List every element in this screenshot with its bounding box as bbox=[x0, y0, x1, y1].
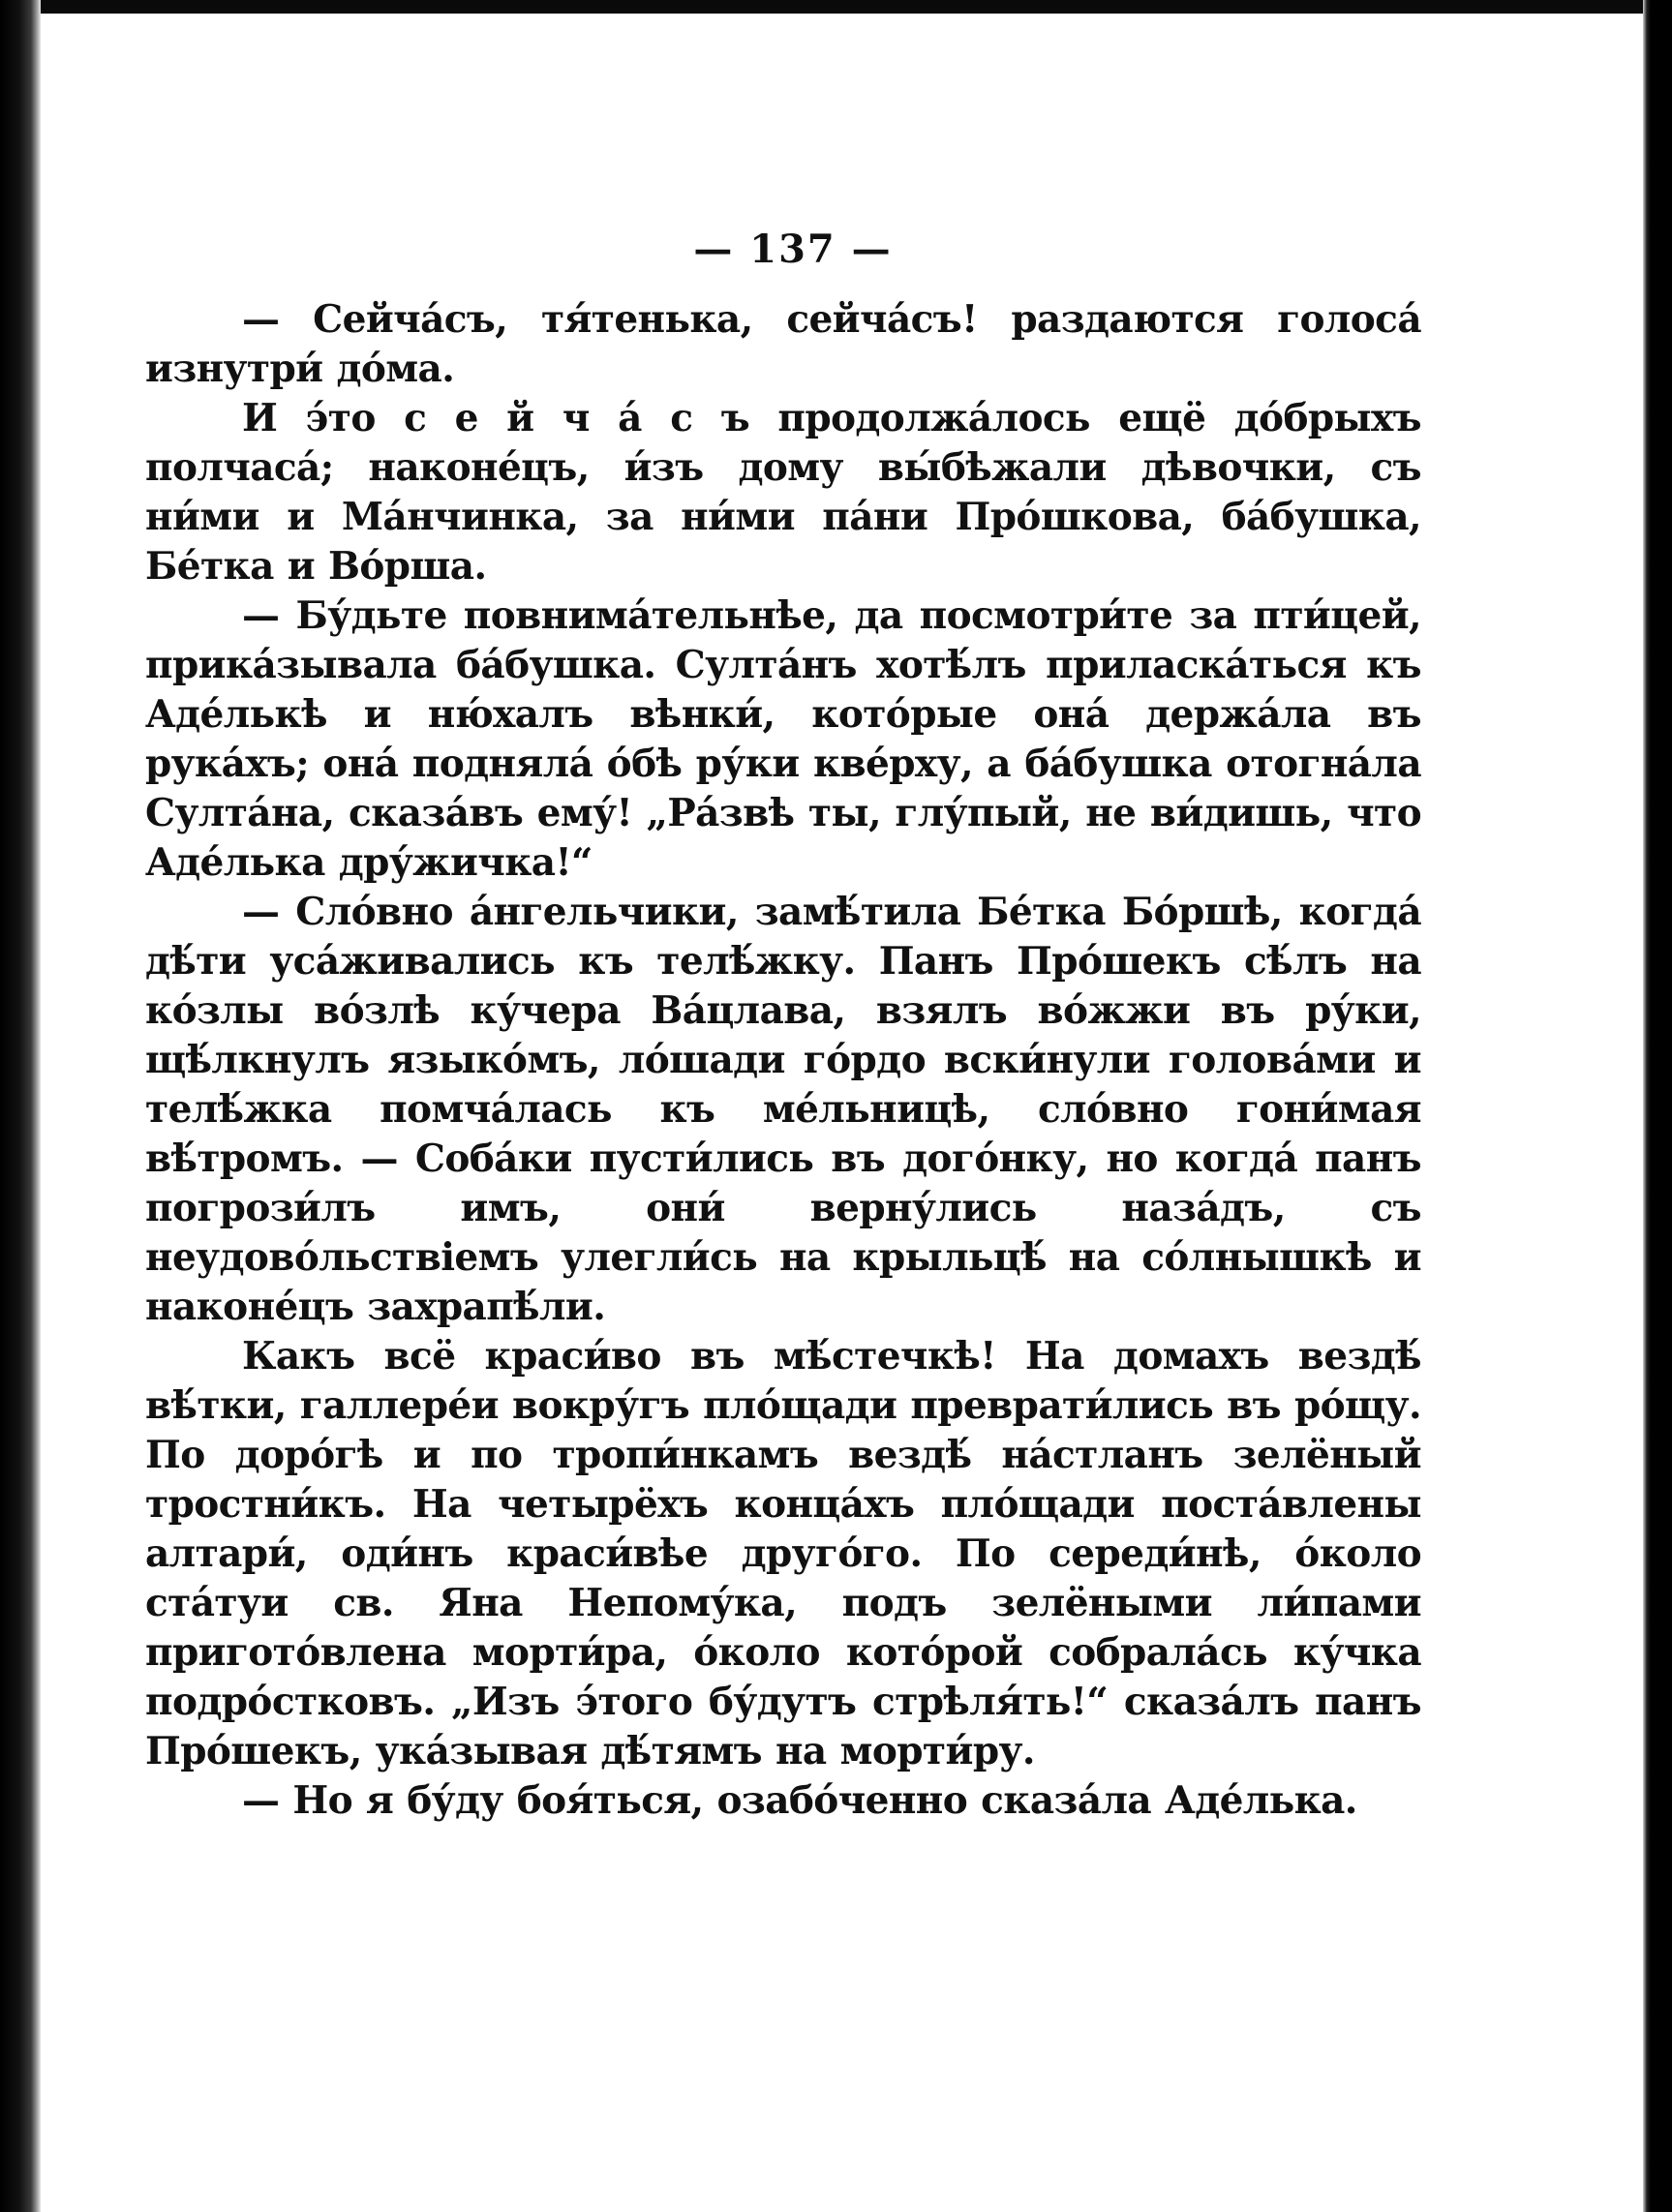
scan-border-top bbox=[0, 0, 1672, 14]
page-number: — 137 — bbox=[693, 227, 893, 272]
paragraph-3: — Бу́дьте повнима́тельнѣе, да посмотри́те за пти́цей, прика́зывала ба́бушка. Султа́нъ хотѣ́лъ прилaска́ться къ Аде́лькѣ и ню́халъ вѣнки́, кото́рые она́ держа́ла въ рука́хъ; она́ подняла́ о́бѣ ру́ки кве́рху, а ба́бушка отогна́ла Султа́на, сказа́въ ему́! „Ра́звѣ ты, глу́пый, не ви́дишь, что Аде́лька дру́жичка!“ bbox=[145, 593, 1421, 885]
paragraph-2: И э́то с е й ч а́ с ъ продолжа́лось ещё до́брыхъ полчаса́; наконе́цъ, и́зъ дому вы́бѣжали дѣвочки, съ ни́ми и Ма́нчинка, за ни́ми па́ни Про́шкова, ба́бушка, Бе́тка и Во́рша. bbox=[145, 396, 1421, 589]
paragraph-6: — Но я бу́ду боя́ться, озабо́ченно сказа́ла Аде́лька. bbox=[242, 1778, 1357, 1823]
paragraph-1: — Сейча́съ, тя́тенька, сейча́съ! раздаются голоса́ изнутри́ до́ма. bbox=[145, 297, 1421, 391]
page-text bbox=[145, 295, 1421, 1826]
paragraph-4: — Сло́вно а́нгельчики, замѣ́тила Бе́тка Бо́ршѣ, когда́ дѣ́ти уса́живались къ телѣ́жку. Панъ Про́шекъ сѣ́лъ на ко́злы во́злѣ ку́чера Ва́цлава, взялъ во́жжи въ ру́ки, щѣ́лкнулъ языко́мъ, ло́шади го́рдо вски́нули голова́ми и телѣ́жка помча́лась къ ме́льницѣ, сло́вно гони́мая вѣ́тромъ. — Соба́ки пусти́лись въ дого́нку, но когда́ панъ погрози́лъ имъ, они́ верну́лись наза́дъ, съ неудово́льствіемъ улегли́сь на крыльцѣ́ на со́лнышкѣ и наконе́цъ захрапѣ́ли. bbox=[145, 890, 1421, 1329]
book-page bbox=[145, 203, 1421, 1826]
scan-border-right bbox=[1643, 0, 1672, 2212]
paragraph-5: Какъ всё краси́во въ мѣ́стечкѣ! На домахъ вездѣ́ вѣ́тки, галлере́и вокру́гъ пло́щади преврати́лись въ ро́щу. По доро́гѣ и по тропи́нкамъ вездѣ́ на́стланъ зелёный тростни́къ. На четырёхъ конца́хъ пло́щади поста́влены алтари́, оди́нъ краси́вѣе друго́го. По середи́нѣ, о́коло ста́туи св. Яна Непому́ка, подъ зелёными ли́пами пригото́влена морти́ра, о́коло кото́рой собрала́сь ку́чка подро́стковъ. „Изъ э́того бу́дутъ стрѣля́ть!“ сказа́лъ панъ Про́шекъ, ука́зывая дѣ́тямъ на морти́ру. bbox=[145, 1334, 1421, 1773]
scan-border-left bbox=[0, 0, 41, 2212]
